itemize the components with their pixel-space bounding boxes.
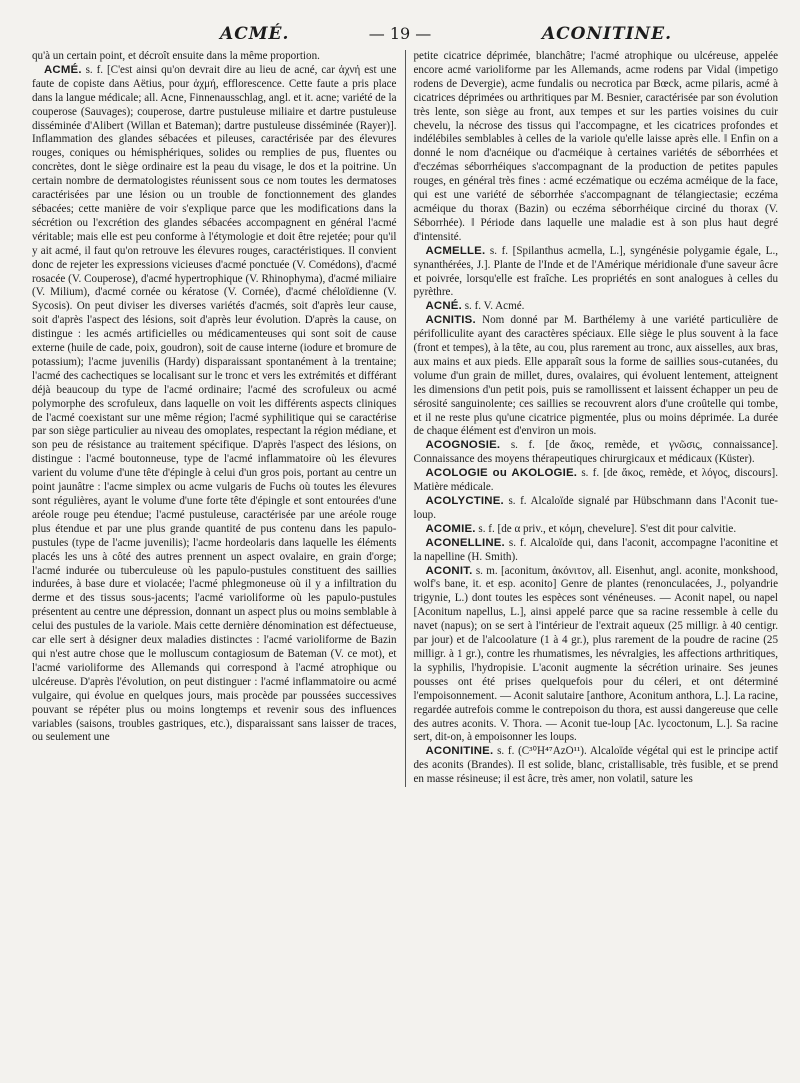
entry-text: s. f. Alcaloïde signalé par Hübschmann dans l'Aconit tue-loup. (413, 495, 778, 521)
dictionary-entry (414, 245, 779, 301)
entry-headword: ACOMIE. (425, 522, 476, 535)
dictionary-entry (414, 495, 779, 523)
page-number: — 19 — (368, 24, 432, 43)
entry-text: s. f. [de α priv., et κόμη, chevelure]. S'est dit pour calvitie. (478, 522, 737, 535)
header-right-guideword: ACONITINE. (541, 24, 672, 44)
entry-headword: ACMELLE. (425, 244, 486, 257)
entry-text: s. f. [de ἄκος, remède, et λόγος, discours]. Matière médicale. (413, 467, 778, 494)
dictionary-entry (414, 467, 779, 495)
entry-headword: ACNITIS. (425, 314, 476, 327)
entry-headword: ACMÉ. (44, 63, 82, 76)
dictionary-entry (414, 314, 779, 439)
dictionary-entry (414, 745, 779, 787)
left-column (32, 50, 405, 787)
dictionary-entry (414, 439, 779, 467)
entry-headword: ACONITINE. (425, 745, 494, 758)
entry-headword: ACONIT. (425, 564, 473, 577)
two-column-body (32, 50, 778, 787)
entry-text: petite cicatrice déprimée, blanchâtre; l'acmé atrophique ou ulcéreuse, appelée encore acmé varioliforme par les Allemands, acme rodens par Vidal (impetigo rodens de Devergie), acme fundalis ou necrotica par Bœck, acme pilaris, acmé à cicatrices déprimées ou arthritiques par M. Besnier, caractérisée par son évolution très lente, son siège au front, aux tempes et sur les parties voisines du cuir chevelu, la nécrose des tissus qui l'accompagne, et les cicatrices profondes et indélébiles semblables à celles de la variole qu'elle laisse après elle. ‖ Enfin on a donné le nom d'acnéique ou d'acméique à certaines variétés de séborrhées et d'eczémas séborrhéiques s'accompagnant de la production de petites papules rouges, en général très fines : acmé eczématique ou eczéma acméique de la face, qui est une variété de séborrhée s'accompagnant de télangiectasie; eczéma acméique du thorax (Bazin) ou eczéma séborrhéique circiné du thorax (V. Séborrhée). ‖ Période dans laquelle une maladie est à son plus haut degré d'intensité. (413, 50, 778, 243)
entry-headword: ACOLOGIE ou AKOLOGIE. (425, 467, 578, 480)
dictionary-entry (414, 565, 779, 746)
entry-headword: ACONELLINE. (425, 536, 505, 549)
entry-text: s. m. [aconitum, ἀκόνιτον, all. Eisenhut, angl. aconite, monkshood, wolf's bane, it. et esp. aconito] Genre de plantes (renonculacées, J., polyandrie trigynie, L.) dont toutes les espèces sont vénéneuses. — Aconit napel, ou napel [Aconitum napellus, L.], ainsi appelé parce que sa racine ressemble à celle du navet (napus); on se sert à l'intérieur de l'extrait aqueux (25 milligr. à 40 centigr. par jour) et de l'alcoolature (1 à 4 gr.), plus rarement de la poudre de racine (25 milligr. à 1 gr.), contre les rhumatismes, les névralgies, les affections arthritiques, la syphilis, l'hydropisie. L'aconit augmente la sécrétion urinaire. Ses jeunes pousses ont été prises quelquefois pour du céleri, et ont déterminé l'empoisonnement. — Aconit salutaire [anthore, Aconitum anthora, L.]. La racine, regardée autrefois comme le contrepoison du thora, est aussi dangereuse que celle des autres aconits. V. Thora. — Aconit tue-loup [Ac. lycoctonum, L.]. Sa racine sert, dit-on, à empoisonner les loups. (413, 564, 778, 744)
entry-text: s. f. Alcaloïde qui, dans l'aconit, accompagne l'aconitine et la napelline (H. Smith). (413, 536, 779, 563)
entry-headword: ACOLYCTINE. (425, 495, 504, 507)
right-column (405, 50, 779, 787)
header-left-guideword: ACMÉ. (220, 24, 290, 44)
entry-text: qu'à un certain point, et décroît ensuite dans la même proportion. (32, 50, 320, 62)
entry-text: s. f. [de ἄκος, remède, et γνῶσις, connaissance]. Connaissance des moyens thérapeutiques chirurgicaux et médicaux (Küster). (413, 439, 778, 466)
dictionary-entry (414, 300, 779, 314)
dictionary-entry (414, 537, 779, 565)
entry-text: s. f. [Spilanthus acmella, L.], syngénésie polygamie égale, L., synanthérées, J.]. Plante de l'Inde et de l'Amérique méridionale d'une saveur âcre et poivrée, lorsqu'elle est fraîche. Les propriétés en sont analogues à celles du pyrèthre. (413, 244, 778, 299)
dictionary-entry (414, 50, 779, 245)
entry-text: s. f. V. Acmé. (464, 300, 525, 313)
entry-text: s. f. [C'est ainsi qu'on devrait dire au lieu de acné, car ἀχνή est une faute de copiste dans Aëtius, pour ἀχμή, efflorescence. Cette faute a pris place dans la langue médicale; all. Acne, Finnenausschlag, angl. et it. acne; variété de la couperose (Sauvages); couperose, dartre pustuleuse miliaire et dartre pustuleuse disséminée d'Alibert (Willan et Bateman); dartre pustuleuse disséminée (Rayer)]. Inflammation des glandes sébacées et pileuses, caractérisée par des élevures rouges, coniques ou hémisphériques, solides ou remplies de pus, fluentes ou concrètes, dont le siège ordinaire est la peau du visage, le dos et la poitrine. Un certain nombre de dermatologistes réunissent sous ce nom toutes les dermatoses caractérisées par une lésion ou un trouble de fonctionnement des glandes sébacées; cette manière de voir s'explique parce que les modifications dans la sécrétion ou l'excrétion des glandes sébacées accompagnent en général l'acmé véritable; mais elle est peu conforme à l'étymologie et doit être rejetée; pour qu'il y ait acmé, il faut qu'on retrouve les élevures rouges, caractéristiques. Il convient donc de rejeter les expressions vicieuses d'acmé ponctuée (V. Comédons), d'acmé rosacée (V. Couperose), d'acmé hypertrophique (V. Rhinophyma), d'acmé miliaire (V. Milium), d'acmé cornée ou kératose (V. Cornée), d'acmé chéloïdienne (V. Sycosis). On peut diviser les diverses variétés d'acmés, soit d'après leur cause, soit d'après l'aspect des lésions, soit d'après leur évolution. D'après la cause, on distingue : les acmés artificielles ou médicamenteuses qui sont soit de cause externe (huile de cade, poix, goudron), soit de cause interne (iodure et bromure de potassium); l'acme juvenilis (Hardy) disparaissant spontanément à la trentaine; l'acmé des cachectiques se localisant sur le tronc et vers les extrémités et différant déjà beaucoup du type de l'acmé ordinaire; l'acmé des scrofuleux ou acmé polymorphe des scrofuleux, dans laquelle on voit les différents aspects cliniques de l'acmé coexistant sur une même région; l'acmé syphilitique qui se caractérise par son siège particulier au niveau des omoplates, respectant la région médiane, et son peu de résistance au traitement spécifique. D'après l'aspect des lésions, on distingue : l'acmé boutonneuse, type de l'acmé inflammatoire où les élevures varient du volume d'une tête d'épingle à celui d'un gros pois, portant au centre un point jaunâtre : l'acme simplex ou acme vulgaris de Fuchs où toutes les élevures sont régulières, ayant le volume d'une forte tête d'épingle et sont entourées d'une aréole rouge peu étendue; l'acmé pustuleuse, caractérisée par une aréole rouge plus étendue et par une plus grande quantité de pus contenu dans les papulo-pustules (type de l'acme juvenilis); l'acme hordeolaris dans laquelle les éléments placés les uns à côté des autres prennent un aspect ovalaire, en grain d'orge; l'acmé indurée ou tuberculeuse où les papulo-pustules constituent des saillies indurées, à base dure et violacée; l'acmé phlegmoneuse où il y a infiltration du derme et des tissus sous-jacents; l'acmé varioliforme où les papulo-pustules présentent au centre une dépression, donnant un aspect plus ou moins semblable à celui des pustules de la variole. Mais cette dernière dénomination est défectueuse, car elle sert à désigner deux maladies distinctes : l'acmé varioliforme de Bazin qui n'est autre chose que le molluscum contagiosum de Bateman (V. ce mot), et l'acmé varioliforme des Allemands qui correspond à l'acmé atrophique ou ulcéreuse. D'après l'évolution, on peut distinguer : l'acmé inflammatoire ou acmé vulgaire, qui évolue en quelques jours, mais procède par poussées successives pouvant se répéter plus ou moins longtemps et revenir sous des influences variables (saisons, troubles gastriques, etc.), disparaissant sans laisser de traces, ou seulement une (32, 63, 397, 744)
entry-text: Nom donné par M. Barthélemy à une variété particulière de périfolliculite ayant des caractères spéciaux. Elle siège le plus souvent à la face (front et tempes), à la tête, au cou, plus rarement au tronc, aux aisselles, aux bras, aux mains et aux pieds. Elle apparaît sous la forme de saillies sous-cutanées, du volume d'un grain de millet, dures, ovalaires, qui évoluent lentement, atteignent les dimensions d'un petit pois, puis se ramollissent et laissent échapper un peu de sérosité sanguinolente; ces saillies se recouvrent alors d'une croûtelle qui tombe, et il ne reste plus qu'une cicatrice pigmentée, plus ou moins déprimée. La durée de chaque élément est d'environ un mois. (413, 314, 778, 438)
entry-text: s. f. (C³⁰H⁴⁷AzO¹¹). Alcaloïde végétal qui est le principe actif des aconits (Brandes). Il est solide, blanc, cristallisable, très fusible, et se prend en masse résineuse; il est âcre, très amer, non volatil, sature les (413, 745, 778, 786)
entry-headword: ACNÉ. (425, 300, 462, 313)
running-header (32, 24, 768, 50)
dictionary-entry (32, 50, 397, 64)
entry-headword: ACOGNOSIE. (425, 439, 501, 452)
dictionary-entry (32, 64, 397, 745)
dictionary-entry (414, 523, 779, 537)
